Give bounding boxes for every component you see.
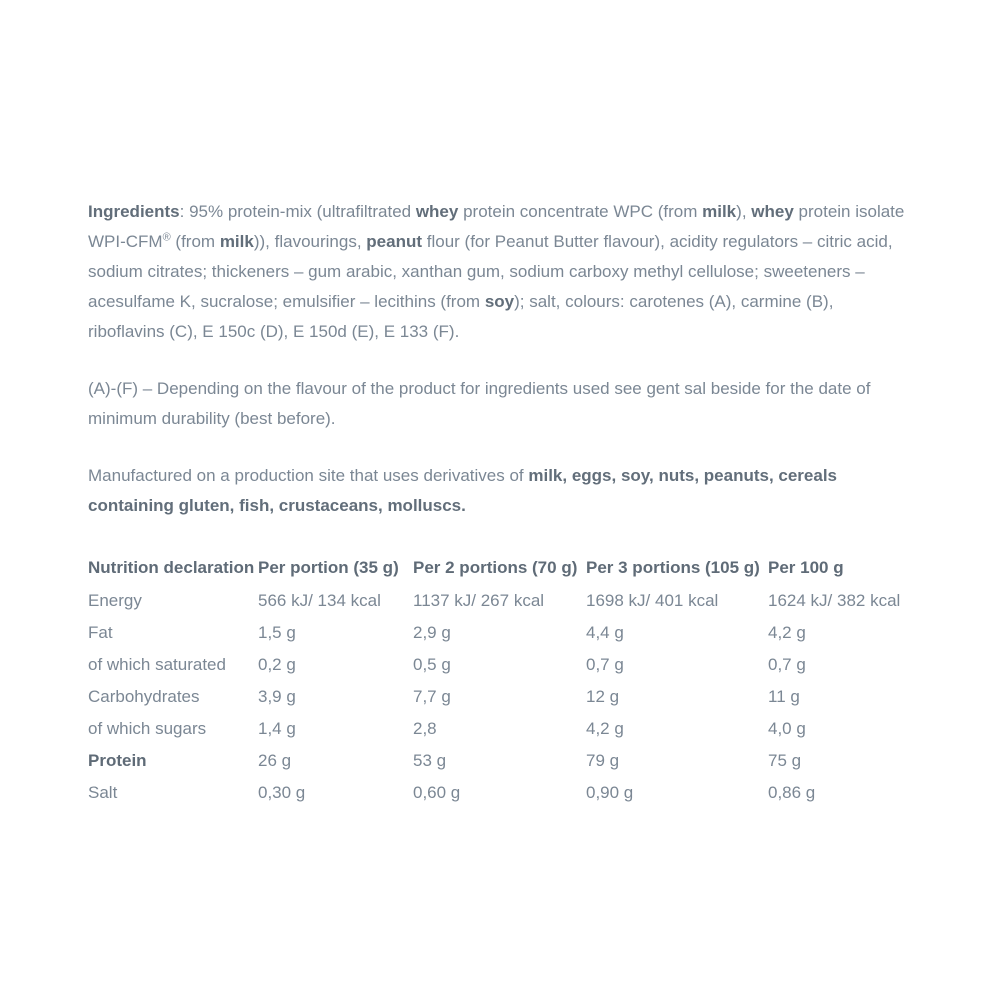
text-segment: )), flavourings,: [253, 232, 367, 251]
ingredients-paragraph: [88, 197, 912, 347]
nutrient-value-cell: 1137 kJ/ 267 kcal: [413, 591, 545, 610]
nutrient-value-cell: 566 kJ/ 134 kcal: [258, 591, 381, 610]
emphasized-text-segment: milk, eggs, soy, nuts, peanuts, cereals containing gluten, fish, crustaceans, molluscs.: [88, 466, 838, 515]
nutrient-value-cell: 75 g: [768, 751, 802, 770]
nutrient-value-cell: 0,60 g: [413, 783, 461, 802]
nutrient-row-label: Protein: [88, 751, 147, 770]
nutrient-row-label: Carbohydrates: [88, 687, 200, 706]
nutrient-value-cell: 0,7 g: [586, 655, 624, 674]
nutrient-value-cell: 0,5 g: [413, 655, 451, 674]
nutrient-row-label: of which sugars: [88, 719, 207, 738]
nutrition-table-row: [88, 649, 912, 681]
emphasized-text-segment: Ingredients: [88, 202, 180, 221]
nutrition-column-header: Per portion (35 g): [258, 558, 399, 577]
nutrition-table-row: [88, 713, 912, 745]
nutrient-value-cell: 0,2 g: [258, 655, 296, 674]
nutrient-row-label: Salt: [88, 783, 118, 802]
nutrient-value-cell: 11 g: [768, 687, 800, 706]
nutrient-row-label: of which saturated: [88, 655, 226, 674]
nutrition-table-row: [88, 617, 912, 649]
nutrition-table-header-row: [88, 551, 912, 585]
nutrient-value-cell: 1,5 g: [258, 623, 296, 642]
nutrition-column-header: Nutrition declaration: [88, 558, 255, 577]
nutrient-value-cell: 0,30 g: [258, 783, 306, 802]
emphasized-text-segment: soy: [484, 292, 515, 311]
nutrient-value-cell: 2,9 g: [413, 623, 451, 642]
nutrient-value-cell: 0,86 g: [768, 783, 816, 802]
text-segment: flour (for Peanut Butter flavour), acidity regulators – citric acid, sodium citrates; thickeners – gum arabic, xanthan gum, sodium carboxy methyl cellulose; sweeteners – acesulfame K, sucralose; emulsifier – lecithins (from: [88, 232, 893, 311]
nutrient-value-cell: 12 g: [586, 687, 620, 706]
nutrient-value-cell: 1624 kJ/ 382 kcal: [768, 591, 901, 610]
nutrient-value-cell: 0,90 g: [586, 783, 634, 802]
flavour-note-paragraph: [88, 374, 912, 434]
text-segment: (A)-(F) – Depending on the flavour of the product for ingredients used see gent sal beside for the date of minimum durability (best before).: [88, 379, 871, 428]
text-segment: ),: [736, 202, 752, 221]
emphasized-text-segment: milk: [702, 202, 737, 221]
emphasized-text-segment: milk: [219, 232, 254, 251]
nutrition-table-row: [88, 745, 912, 777]
allergen-paragraph: [88, 461, 912, 521]
nutrient-value-cell: 79 g: [586, 751, 620, 770]
nutrient-value-cell: 4,4 g: [586, 623, 624, 642]
nutrition-table-row: [88, 681, 912, 713]
nutrient-value-cell: 53 g: [413, 751, 447, 770]
text-segment: protein concentrate WPC (from: [458, 202, 703, 221]
nutrient-value-cell: 7,7 g: [413, 687, 451, 706]
nutrition-column-header: Per 3 portions (105 g): [586, 558, 760, 577]
nutrient-value-cell: 3,9 g: [258, 687, 296, 706]
nutrition-table-body: [88, 585, 912, 809]
text-segment: protein isolate WPI-CFM: [88, 202, 905, 251]
nutrient-value-cell: 1698 kJ/ 401 kcal: [586, 591, 719, 610]
nutrient-value-cell: 1,4 g: [258, 719, 296, 738]
label-content: [88, 197, 912, 809]
nutrient-row-label: Energy: [88, 591, 142, 610]
text-segment: Manufactured on a production site that uses derivatives of: [88, 466, 529, 485]
text-segment: ); salt, colours: carotenes (A), carmine (B), riboflavins (C), E 150c (D), E 150d (E), E 133 (F).: [88, 292, 834, 341]
nutrition-table-row: [88, 777, 912, 809]
nutrition-table-row: [88, 585, 912, 617]
nutrient-row-label: Fat: [88, 623, 113, 642]
nutrient-value-cell: 4,2 g: [586, 719, 624, 738]
nutrient-value-cell: 4,2 g: [768, 623, 806, 642]
nutrition-column-header: Per 100 g: [768, 558, 844, 577]
nutrition-column-header: Per 2 portions (70 g): [413, 558, 578, 577]
emphasized-text-segment: whey: [415, 202, 459, 221]
emphasized-text-segment: peanut: [366, 232, 423, 251]
nutrient-value-cell: 2,8: [413, 719, 437, 738]
text-segment: (from: [170, 232, 220, 251]
registered-trademark-symbol: ®: [162, 231, 171, 244]
nutrient-value-cell: 4,0 g: [768, 719, 806, 738]
nutrition-table: [88, 551, 912, 809]
text-segment: : 95% protein-mix (ultrafiltrated: [179, 202, 416, 221]
nutrient-value-cell: 0,7 g: [768, 655, 806, 674]
nutrient-value-cell: 26 g: [258, 751, 292, 770]
emphasized-text-segment: whey: [751, 202, 794, 221]
